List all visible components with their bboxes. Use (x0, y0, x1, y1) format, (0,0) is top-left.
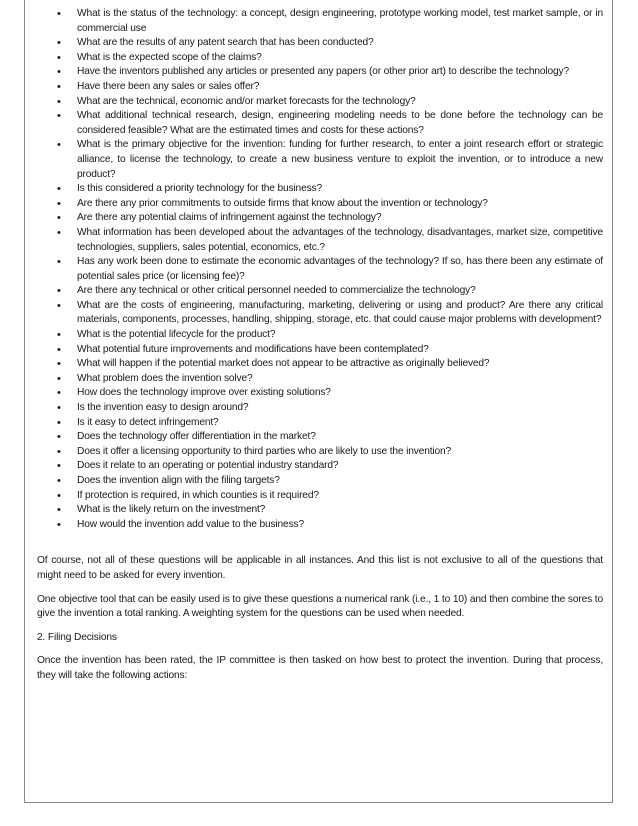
ranking-paragraph: One objective tool that can be easily used is to give these questions a numerical rank (i.e., 1 to 10) and then combine the sores to give the invention a total ranking. A weighting system for the questions can be used when needed. (37, 593, 603, 620)
list-item: • Has any work been done to estimate the economic advantages of the technology? If so, has there been any estimate of potential sales price (or licensing fee)? (37, 255, 603, 284)
list-item: • What is the expected scope of the claims? (37, 51, 603, 66)
filing-intro-paragraph: Once the invention has been rated, the IP committee is then tasked on how best to protect the invention. During that process, they will take the following actions: (37, 655, 603, 681)
list-item: • Is the invention easy to design around? (37, 401, 603, 416)
list-item: • What is the likely return on the investment? (37, 503, 603, 518)
list-item: • Have there been any sales or sales offer? (37, 80, 603, 95)
list-item: • Are there any prior commitments to outside firms that know about the invention or technology? (37, 197, 603, 212)
document-page (24, 0, 613, 803)
list-item: • What will happen if the potential market does not appear to be attractive as originally believed? (37, 357, 603, 372)
list-item: • What problem does the invention solve? (37, 372, 603, 387)
document-body (37, 7, 603, 684)
list-item: • What is the status of the technology: a concept, design engineering, prototype working model, test market sample, or in commercial use (37, 7, 603, 36)
list-item: • Does it relate to an operating or potential industry standard? (37, 459, 603, 474)
list-item: • What additional technical research, design, engineering modeling needs to be done before the technology can be considered feasible? What are the estimated times and costs for these actions? (37, 109, 603, 138)
list-item: • Have the inventors published any articles or presented any papers (or other prior art) to describe the technology? (37, 65, 603, 80)
list-item: • What are the results of any patent search that has been conducted? (37, 36, 603, 51)
list-item: • Does the technology offer differentiation in the market? (37, 430, 603, 445)
list-item: • If protection is required, in which counties is it required? (37, 489, 603, 504)
list-item: • How does the technology improve over existing solutions? (37, 386, 603, 401)
list-item: • Is this considered a priority technology for the business? (37, 182, 603, 197)
list-item: • What potential future improvements and modifications have been contemplated? (37, 343, 603, 358)
list-item: • What is the primary objective for the invention: funding for further research, to enter a joint research effort or strategic alliance, to license the technology, to create a new business venture to exploit the invention, or to introduce a new product? (37, 138, 603, 182)
list-item: • How would the invention add value to the business? (37, 518, 603, 533)
list-item: • What are the costs of engineering, manufacturing, marketing, delivering or using and product? Are there any critical materials, components, processes, handling, shipping, storage, etc. that could cause major problems with development? (37, 299, 603, 328)
list-item: • Does the invention align with the filing targets? (37, 474, 603, 489)
list-item: • Are there any potential claims of infringement against the technology? (37, 211, 603, 226)
list-item: • What is the potential lifecycle for the product? (37, 328, 603, 343)
list-item: • What are the technical, economic and/or market forecasts for the technology? (37, 95, 603, 110)
list-item: • Is it easy to detect infringement? (37, 416, 603, 431)
section-heading: 2. Filing Decisions (37, 631, 117, 643)
list-item: • Does it offer a licensing opportunity to third parties who are likely to use the invention? (37, 445, 603, 460)
applicability-paragraph: Of course, not all of these questions will be applicable in all instances. And this list is not exclusive to all of the questions that might need to be asked for every invention. (37, 555, 603, 581)
list-item: • Are there any technical or other critical personnel needed to commercialize the technology? (37, 284, 603, 299)
evaluation-question-list (37, 7, 603, 532)
list-item: • What information has been developed about the advantages of the technology, disadvantages, market size, competitive technologies, suppliers, sales potential, economics, etc.? (37, 226, 603, 255)
